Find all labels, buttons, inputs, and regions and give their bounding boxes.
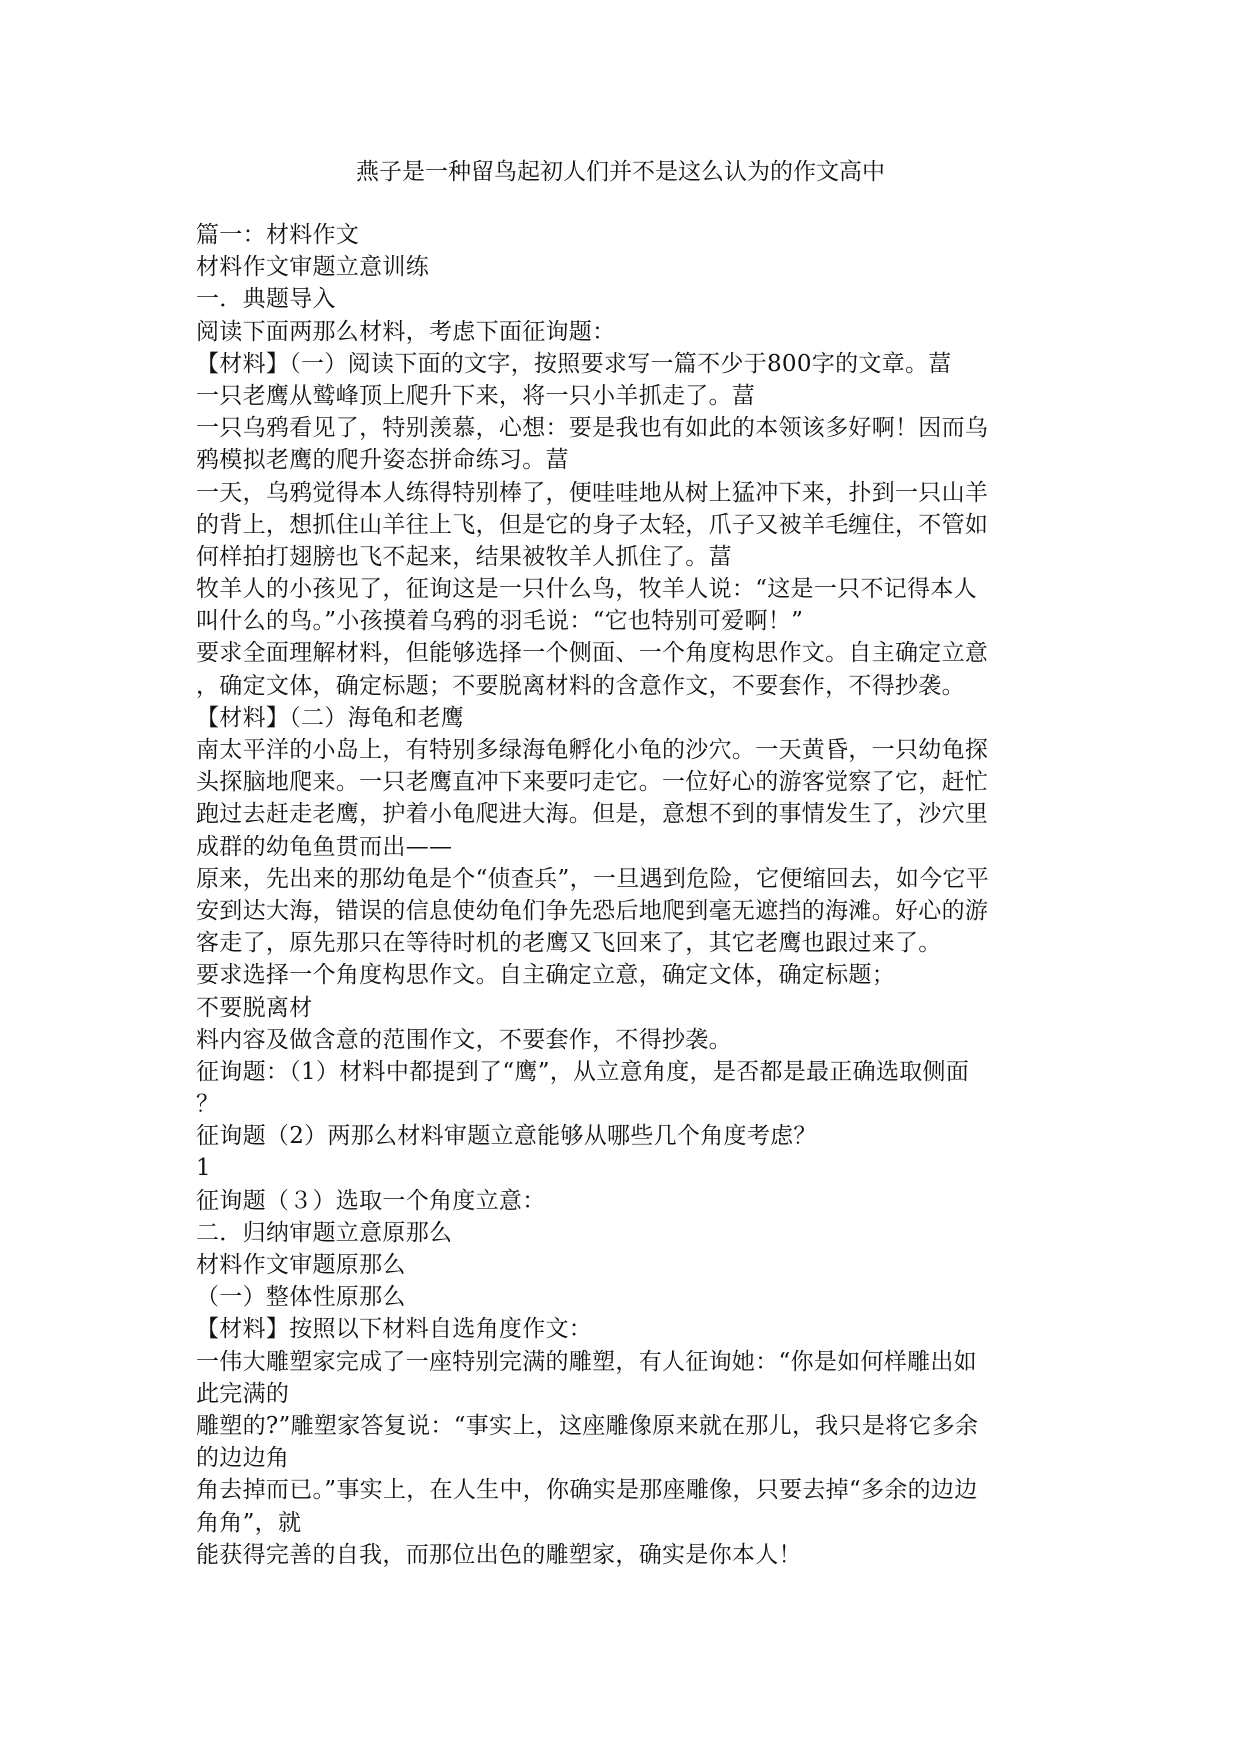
text-line: 牧羊人的小孩见了，征询这是一只什么鸟，牧羊人说：“这是一只不记得本人 bbox=[196, 576, 977, 603]
text-line: 头探脑地爬来。一只老鹰直冲下来要叼走它。一位好心的游客觉察了它，赶忙 bbox=[196, 769, 989, 796]
text-line: 跑过去赶走老鹰，护着小龟爬进大海。但是，意想不到的事情发生了，沙穴里 bbox=[196, 801, 989, 828]
text-line: 要求选择一个角度构思作文。自主确定立意，确定文体，确定标题； bbox=[196, 962, 895, 989]
text-line: 1 bbox=[196, 1155, 211, 1182]
text-line: 篇一：材料作文 bbox=[196, 222, 360, 248]
text-line: 原来，先出来的那幼龟是个“侦查兵”，一旦遇到危险，它便缩回去，如今它平 bbox=[196, 865, 990, 892]
text-line: 材料作文审题原那么 bbox=[196, 1252, 406, 1278]
text-line: 角去掉而已。”事实上，在人生中，你确实是那座雕像，只要去掉“多余的边边 bbox=[196, 1477, 978, 1504]
text-line: 雕塑的?”雕塑家答复说：“事实上，这座雕像原来就在那儿，我只是将它多余 bbox=[196, 1412, 979, 1439]
text-line: 的边边角 bbox=[196, 1445, 290, 1472]
text-line: 何样拍打翅膀也飞不起来，结果被牧羊人抓住了。葍 bbox=[196, 543, 732, 570]
text-line: （一）整体性原那么 bbox=[196, 1284, 406, 1311]
text-line: 成群的幼龟鱼贯而出—— bbox=[196, 833, 453, 860]
text-line: 此完满的 bbox=[196, 1380, 290, 1407]
text-line: 一伟大雕塑家完成了一座特别完满的雕塑，有人征询她：“你是如何样雕出如 bbox=[196, 1348, 977, 1375]
text-line: 的背上，想抓住山羊往上飞，但是它的身子太轻，爪子又被羊毛缠住，不管如 bbox=[196, 511, 989, 538]
document-title: 燕子是一种留鸟起初人们并不是这么认为的作文高中 bbox=[356, 159, 885, 185]
text-line: 【材料】（二）海龟和老鹰 bbox=[196, 704, 465, 731]
text-line: 阅读下面两那么材料，考虑下面征询题： bbox=[196, 318, 616, 345]
text-line: 二．归纳审题立意原那么 bbox=[196, 1219, 453, 1246]
text-line: ？ bbox=[196, 1091, 220, 1118]
text-line: 南太平洋的小岛上，有特别多绿海龟孵化小龟的沙穴。一天黄昏，一只幼龟探 bbox=[196, 737, 989, 763]
text-line: 一只老鹰从鹫峰顶上爬升下来，将一只小羊抓走了。葍 bbox=[196, 382, 756, 409]
text-line: 征询题（2）两那么材料审题立意能够从哪些几个角度考虑？ bbox=[196, 1123, 817, 1150]
text-line: 安到达大海，错误的信息使幼龟们争先恐后地爬到毫无遮挡的海滩。好心的游 bbox=[196, 897, 989, 924]
text-line: 一．典题导入 bbox=[196, 286, 336, 313]
text-line: 【材料】（一）阅读下面的文字，按照要求写一篇不少于800字的文章。葍 bbox=[196, 350, 952, 377]
text-line: 征询题（３）选取一个角度立意： bbox=[196, 1187, 546, 1214]
text-line: 【材料】按照以下材料自选角度作文： bbox=[196, 1316, 593, 1343]
text-line: 角角”，就 bbox=[196, 1509, 302, 1536]
text-line: ，确定文体，确定标题；不要脱离材料的含意作文，不要套作，不得抄袭。 bbox=[196, 672, 965, 699]
text-line: 材料作文审题立意训练 bbox=[196, 254, 429, 281]
document-body bbox=[196, 219, 1056, 1571]
text-line: 一只乌鸦看见了，特别羡慕，心想：要是我也有如此的本领该多好啊！因而乌 bbox=[196, 415, 989, 442]
text-line: 征询题：（1）材料中都提到了“鹰”，从立意角度，是否都是最正确选取侧面 bbox=[196, 1058, 970, 1085]
text-line: 客走了，原先那只在等待时机的老鹰又飞回来了，其它老鹰也跟过来了。 bbox=[196, 930, 942, 957]
text-line: 能获得完善的自我，而那位出色的雕塑家，确实是你本人！ bbox=[196, 1541, 802, 1568]
text-line: 叫什么的鸟。”小孩摸着乌鸦的羽毛说：“它也特别可爱啊！” bbox=[196, 608, 804, 635]
text-line: 一天，乌鸦觉得本人练得特别棒了，便哇哇地从树上猛冲下来，扑到一只山羊 bbox=[196, 479, 989, 506]
text-line: 不要脱离材 bbox=[196, 994, 313, 1021]
text-line: 鸦模拟老鹰的爬升姿态拼命练习。葍 bbox=[196, 447, 569, 474]
text-line: 要求全面理解材料，但能够选择一个侧面、一个角度构思作文。自主确定立意 bbox=[196, 640, 989, 667]
text-line: 料内容及做含意的范围作文，不要套作，不得抄袭。 bbox=[196, 1026, 732, 1053]
